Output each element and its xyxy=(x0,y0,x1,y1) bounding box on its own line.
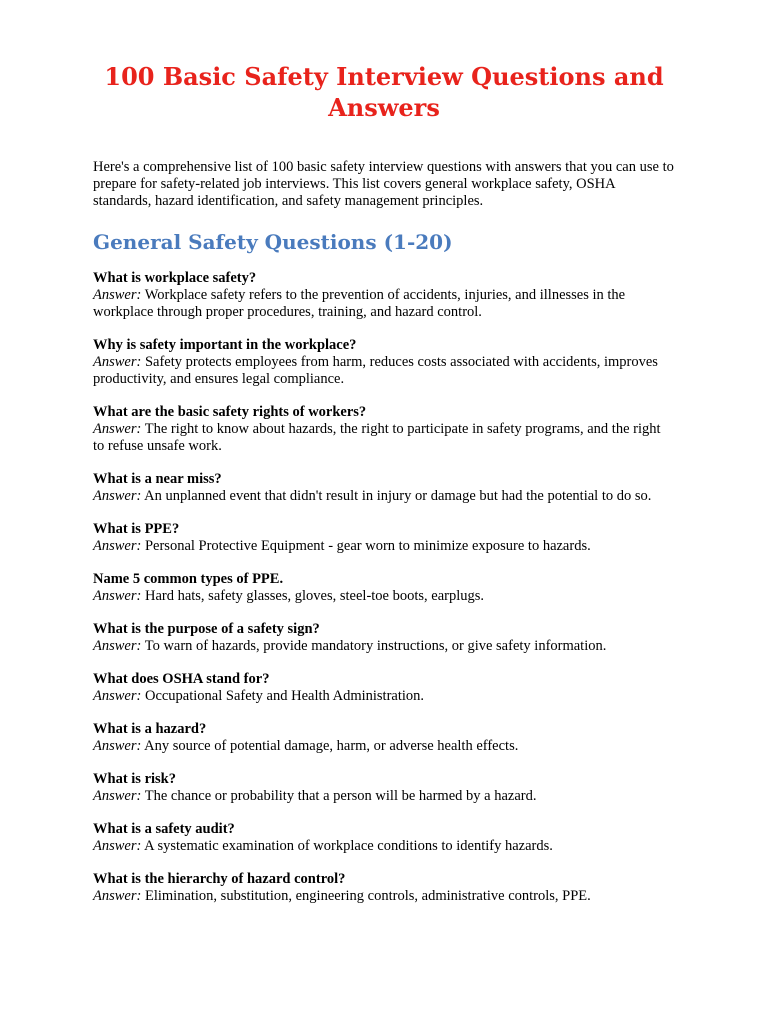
answer-line xyxy=(93,538,675,555)
question-text: What is a hazard? xyxy=(93,721,207,738)
answer-line xyxy=(93,788,675,805)
answer-text: A systematic examination of workplace conditions to identify hazards. xyxy=(144,838,553,855)
answer-line xyxy=(93,888,675,905)
qa-list xyxy=(93,270,675,905)
qa-item xyxy=(93,771,675,805)
question-text: What does OSHA stand for? xyxy=(93,671,270,688)
answer-line xyxy=(93,354,675,388)
qa-item xyxy=(93,471,675,505)
answer-label: Answer: xyxy=(93,738,142,755)
qa-item xyxy=(93,404,675,455)
answer-label: Answer: xyxy=(93,838,142,855)
qa-item xyxy=(93,871,675,905)
answer-label: Answer: xyxy=(93,638,142,655)
question-text: Why is safety important in the workplace? xyxy=(93,337,357,354)
answer-label: Answer: xyxy=(93,788,142,805)
answer-label: Answer: xyxy=(93,538,142,555)
question-text: What is the purpose of a safety sign? xyxy=(93,621,320,638)
question-text: What are the basic safety rights of workers? xyxy=(93,404,367,421)
answer-line xyxy=(93,688,675,705)
qa-item xyxy=(93,270,675,321)
answer-text: An unplanned event that didn't result in injury or damage but had the potential to do so. xyxy=(144,488,652,505)
answer-line xyxy=(93,838,675,855)
qa-item xyxy=(93,571,675,605)
answer-text: Any source of potential damage, harm, or adverse health effects. xyxy=(144,738,519,755)
answer-text: To warn of hazards, provide mandatory instructions, or give safety information. xyxy=(144,638,607,655)
answer-label: Answer: xyxy=(93,287,142,304)
section-heading: General Safety Questions (1-20) xyxy=(93,230,453,255)
answer-line xyxy=(93,738,675,755)
answer-text: Workplace safety refers to the prevention of accidents, injuries, and illnesses in the workplace through proper procedures, training, and hazard control. xyxy=(93,287,626,321)
question-text: What is PPE? xyxy=(93,521,180,538)
answer-line xyxy=(93,588,675,605)
document-title: 100 Basic Safety Interview Questions and Answers xyxy=(104,62,664,122)
question-text: What is a near miss? xyxy=(93,471,222,488)
answer-text: The chance or probability that a person will be harmed by a hazard. xyxy=(144,788,537,805)
answer-line xyxy=(93,638,675,655)
answer-text: The right to know about hazards, the right to participate in safety programs, and the right to refuse unsafe work. xyxy=(93,421,661,455)
qa-item xyxy=(93,337,675,388)
question-text: What is risk? xyxy=(93,771,176,788)
qa-item xyxy=(93,671,675,705)
answer-text: Elimination, substitution, engineering controls, administrative controls, PPE. xyxy=(144,888,591,905)
answer-line xyxy=(93,287,675,321)
qa-item xyxy=(93,721,675,755)
question-text: What is a safety audit? xyxy=(93,821,235,838)
question-text: What is workplace safety? xyxy=(93,270,257,287)
answer-text: Safety protects employees from harm, reduces costs associated with accidents, improves productivity, and ensures legal compliance. xyxy=(93,354,658,388)
answer-line xyxy=(93,421,675,455)
answer-label: Answer: xyxy=(93,588,142,605)
answer-label: Answer: xyxy=(93,488,142,505)
answer-text: Occupational Safety and Health Administration. xyxy=(144,688,425,705)
answer-label: Answer: xyxy=(93,354,142,371)
answer-label: Answer: xyxy=(93,888,142,905)
answer-text: Hard hats, safety glasses, gloves, steel-toe boots, earplugs. xyxy=(144,588,485,605)
answer-text: Personal Protective Equipment - gear worn to minimize exposure to hazards. xyxy=(144,538,591,555)
qa-item xyxy=(93,821,675,855)
qa-item xyxy=(93,621,675,655)
intro-paragraph: Here's a comprehensive list of 100 basic safety interview questions with answers that you can use to prepare for safety-related job interviews. This list covers general workplace safety, OSHA standards, hazard identification, and safety management principles. xyxy=(93,159,674,209)
answer-label: Answer: xyxy=(93,421,142,438)
question-text: What is the hierarchy of hazard control? xyxy=(93,871,346,888)
answer-line xyxy=(93,488,675,505)
question-text: Name 5 common types of PPE. xyxy=(93,571,284,588)
answer-label: Answer: xyxy=(93,688,142,705)
qa-item xyxy=(93,521,675,555)
